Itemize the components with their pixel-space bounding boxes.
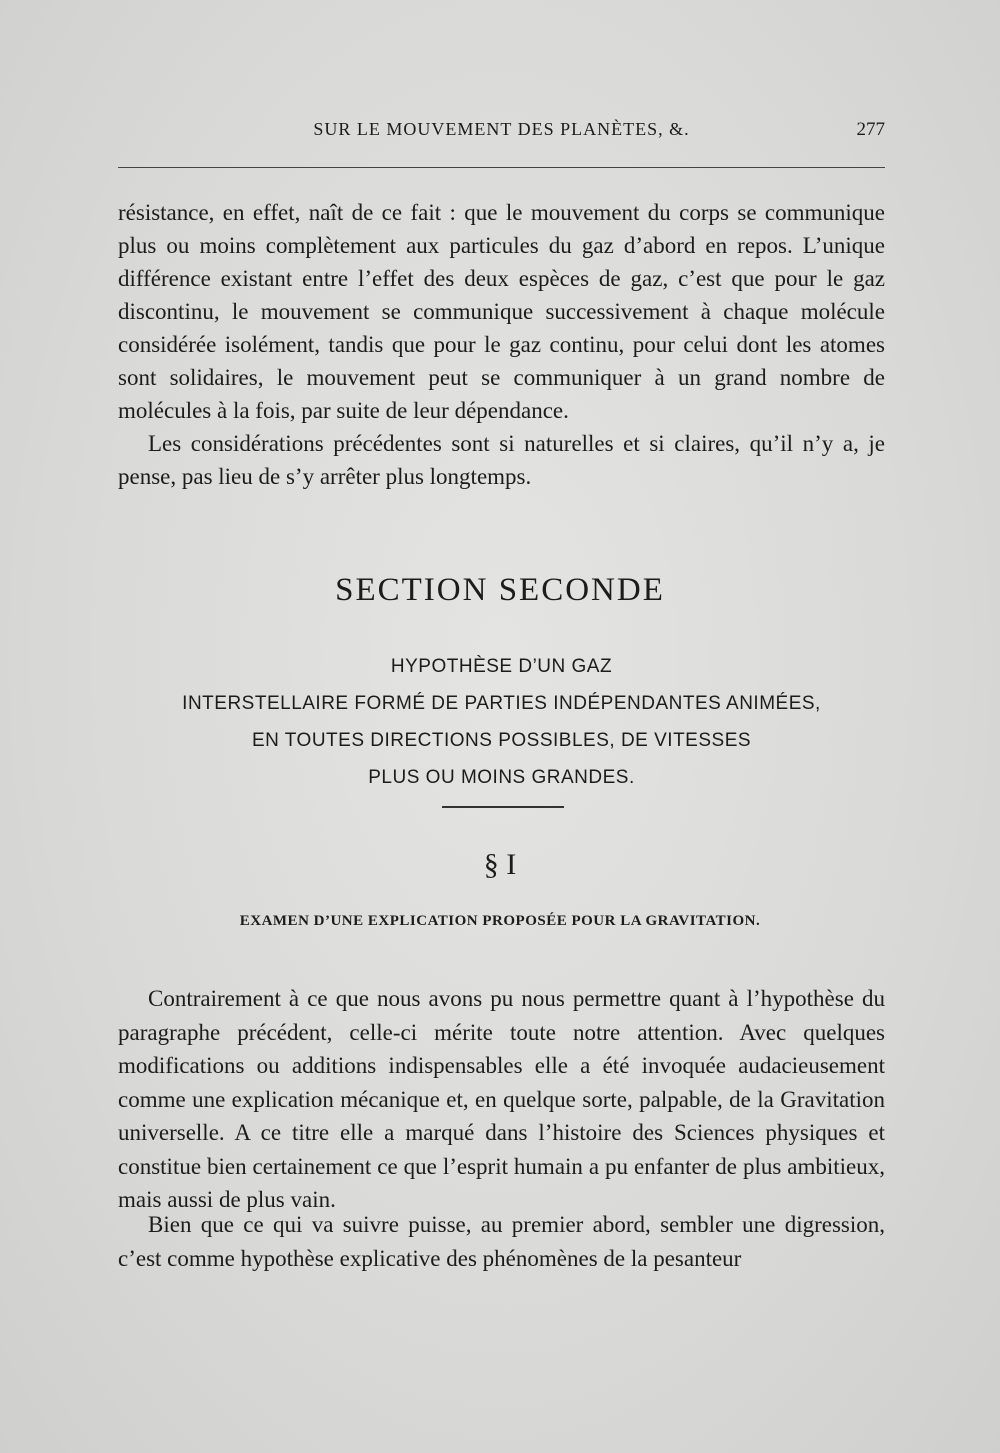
paragraph-continued: résistance, en effet, naît de ce fait : que le mouvement du corps se communique plus ou moins complètement aux particules du gaz d’abord en repos. L’unique différence existant entre l’effet des deux espèces de gaz, c’est que pour le gaz discontinu, le mouvement se communique successivement à chaque molécule considérée isolément, tandis que pour le gaz continu, pour celui dont les atomes sont solidaires, le mouvement peut se communiquer à un grand nombre de molécules à la fois, par suite de leur dépendance. — [118, 200, 885, 423]
subtitle-line: INTERSTELLAIRE FORMÉ DE PARTIES INDÉPENDANTES ANIMÉES, — [182, 693, 821, 714]
subtitle-line: HYPOTHÈSE D’UN GAZ — [390, 656, 613, 677]
section-divider — [442, 806, 564, 808]
subtitle-line: PLUS OU MOINS GRANDES. — [368, 767, 635, 788]
page-number: 277 — [856, 119, 885, 140]
header-rule — [118, 167, 885, 168]
paragraph-mark: § I — [483, 848, 517, 881]
section-title: SECTION SECONDE — [335, 572, 665, 608]
paragraph-contrairement: Contrairement à ce que nous avons pu nous permettre quant à l’hypothèse du paragraphe précédent, celle-ci mérite toute notre attention. Avec quelques modifications ou additions indispensables elle a été invoquée audacieusement comme une explication mécanique et, en quelque sorte, palpable, de la Gravitation universelle. A ce titre elle a marqué dans l’histoire des Sciences physiques et constitue bien certainement ce que l’esprit humain a pu enfanter de plus ambitieux, mais aussi de plus vain. — [118, 986, 885, 1212]
subtitle-line: EN TOUTES DIRECTIONS POSSIBLES, DE VITESSES — [251, 730, 752, 751]
section-subtitle — [118, 648, 885, 796]
running-head — [118, 117, 885, 147]
paragraph-considerations: Les considérations précédentes sont si naturelles et si claires, qu’il n’y a, je pense, pas lieu de s’y arrêter plus longtemps. — [118, 431, 885, 489]
subsection-title: EXAMEN D’UNE EXPLICATION PROPOSÉE POUR LA GRAVITATION. — [239, 913, 761, 929]
running-title: SUR LE MOUVEMENT DES PLANÈTES, &. — [313, 119, 690, 139]
paragraph-bien-que: Bien que ce qui va suivre puisse, au premier abord, sembler une digression, c’est comme hypothèse explicative des phénomènes de la pesanteur — [118, 1212, 885, 1271]
